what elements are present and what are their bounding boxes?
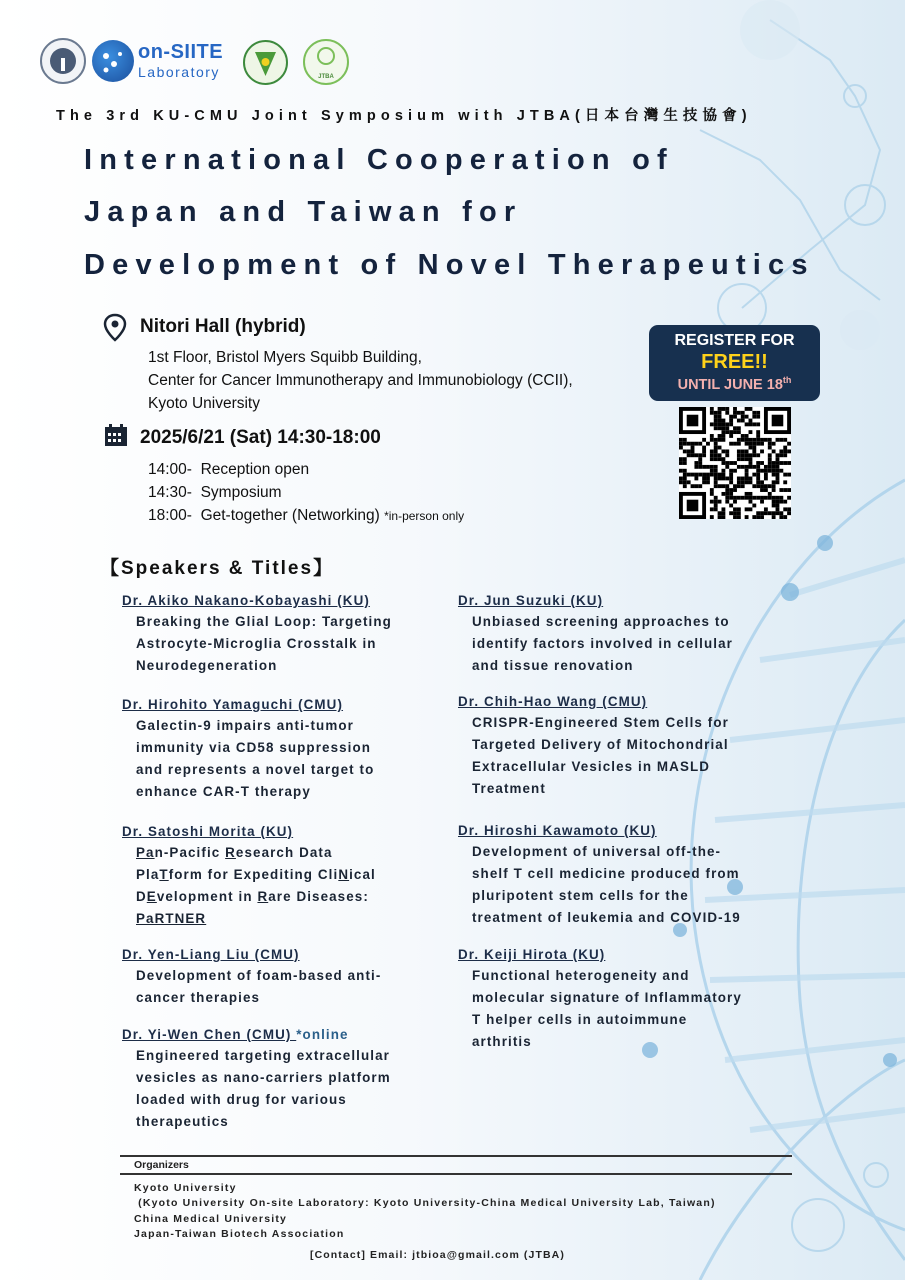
- register-line-1: REGISTER FOR: [674, 332, 795, 349]
- talk-title-line: Development of universal off-the-: [472, 844, 722, 859]
- address-line: Center for Cancer Immunotherapy and Immunobiology (CCII),: [148, 372, 573, 389]
- registration-qr-code[interactable]: [679, 407, 791, 519]
- title-segment: n-Pacific: [154, 845, 226, 860]
- talk-title-line: enhance CAR-T therapy: [136, 784, 311, 799]
- speaker-name-text: Dr. Hirohito Yamaguchi (CMU): [122, 697, 344, 712]
- schedule-note: *in-person only: [384, 509, 465, 523]
- talk-title-line: vesicles as nano-carriers platform: [136, 1070, 391, 1085]
- title-segment: esearch Data: [235, 845, 333, 860]
- talk-title-line: therapeutics: [136, 1114, 229, 1129]
- talk-title-line: cancer therapies: [136, 990, 261, 1005]
- speaker-name: [458, 694, 729, 709]
- talk-title-line: immunity via CD58 suppression: [136, 740, 372, 755]
- speaker-entry: [122, 697, 374, 803]
- venue-name: Nitori Hall (hybrid): [140, 316, 306, 337]
- talk-title-line: arthritis: [472, 1034, 532, 1049]
- talk-title: [136, 965, 381, 1009]
- talk-title: [136, 1045, 391, 1133]
- speaker-name: [122, 593, 392, 608]
- calendar-icon: [104, 424, 128, 447]
- talk-title-line: Unbiased screening approaches to: [472, 614, 730, 629]
- organizers-bottom-rule: [120, 1173, 792, 1175]
- speaker-name-text: Dr. Keiji Hirota (KU): [458, 947, 606, 962]
- talk-title-line: [136, 908, 376, 930]
- address-line: 1st Floor, Bristol Myers Squibb Building,: [148, 349, 422, 366]
- speaker-name-text: Dr. Yen-Liang Liu (CMU): [122, 947, 300, 962]
- talk-title-line: Galectin-9 impairs anti-tumor: [136, 718, 354, 733]
- organizer: China Medical University: [134, 1212, 288, 1225]
- talk-title-line: molecular signature of Inflammatory: [472, 990, 742, 1005]
- onsite-wordmark-bottom: Laboratory: [138, 64, 220, 80]
- schedule-time: 14:00-: [148, 461, 192, 478]
- register-deadline-sup: th: [782, 375, 792, 385]
- contact-email[interactable]: [Contact] Email: jtbioa@gmail.com (JTBA): [310, 1249, 565, 1261]
- schedule-label: Get-together (Networking): [200, 507, 380, 524]
- speaker-name: [458, 823, 741, 838]
- register-deadline: [649, 375, 820, 393]
- title-segment: Pa: [136, 845, 155, 860]
- talk-title-line: CRISPR-Engineered Stem Cells for: [472, 715, 729, 730]
- schedule-item: [148, 504, 464, 528]
- talk-title-line: and tissue renovation: [472, 658, 634, 673]
- talk-title-line: Targeted Delivery of Mitochondrial: [472, 737, 729, 752]
- register-deadline-text: UNTIL JUNE 18: [677, 376, 783, 393]
- talk-title-line: identify factors involved in cellular: [472, 636, 733, 651]
- talk-title: [136, 715, 374, 803]
- title-segment: ical: [349, 867, 376, 882]
- speaker-entry: [122, 824, 376, 930]
- talk-title: [472, 841, 741, 929]
- talk-title-line: Breaking the Glial Loop: Targeting: [136, 614, 392, 629]
- talk-title-line: and represents a novel target to: [136, 762, 375, 777]
- talk-title-line: Extracellular Vesicles in MASLD: [472, 759, 711, 774]
- organizers-top-rule: [120, 1155, 792, 1157]
- talk-title-line: Neurodegeneration: [136, 658, 278, 673]
- title-line-1: International Cooperation of: [84, 144, 674, 176]
- speaker-name-text: Dr. Satoshi Morita (KU): [122, 824, 294, 839]
- talk-title-line: Astrocyte-Microglia Crosstalk in: [136, 636, 377, 651]
- speaker-entry: [458, 593, 733, 677]
- schedule-item: [148, 458, 464, 481]
- schedule-time: 18:00-: [148, 507, 192, 524]
- talk-title-line: Treatment: [472, 781, 546, 796]
- organizer: Kyoto University: [134, 1182, 237, 1194]
- venue-address: [148, 346, 573, 415]
- register-banner[interactable]: [649, 325, 820, 401]
- title-segment: PaRTNER: [136, 911, 207, 926]
- event-date-time: 2025/6/21 (Sat) 14:30-18:00: [140, 427, 381, 448]
- talk-title-line: [136, 864, 376, 886]
- talk-title-line: Engineered targeting extracellular: [136, 1048, 390, 1063]
- location-pin-icon: [103, 313, 127, 343]
- talk-title: [136, 842, 376, 930]
- kyoto-university-logo: [40, 38, 86, 84]
- schedule-time: 14:30-: [148, 484, 192, 501]
- speaker-entry: [458, 947, 742, 1053]
- speaker-entry: [122, 1027, 391, 1133]
- title-segment: E: [146, 889, 157, 904]
- title-segment: Pla: [136, 867, 160, 882]
- organizer: Japan-Taiwan Biotech Association: [134, 1227, 345, 1240]
- talk-title: [136, 611, 392, 677]
- speaker-name-text: Dr. Hiroshi Kawamoto (KU): [458, 823, 657, 838]
- title-segment: R: [257, 889, 269, 904]
- speaker-name: [458, 947, 742, 962]
- speaker-name: [458, 593, 733, 608]
- onsite-laboratory-wordmark: [138, 42, 223, 79]
- speaker-name-text: Dr. Chih-Hao Wang (CMU): [458, 694, 648, 709]
- title-segment: T: [159, 867, 169, 882]
- organizers-heading: Organizers: [134, 1159, 189, 1171]
- talk-title: [472, 965, 742, 1053]
- organizer: (Kyoto University On-site Laboratory: Kyoto University-China Medical University Lab, Taiwan): [134, 1197, 716, 1210]
- title-segment: are Diseases:: [268, 889, 369, 904]
- online-note: *online: [296, 1027, 349, 1042]
- address-line: Kyoto University: [148, 395, 260, 412]
- speakers-heading: 【Speakers & Titles】: [100, 558, 335, 579]
- register-free: FREE!!: [701, 351, 768, 373]
- schedule-label: Reception open: [200, 461, 310, 478]
- china-medical-university-logo: [243, 40, 288, 85]
- talk-title: [472, 712, 729, 800]
- schedule-label: Symposium: [200, 484, 282, 501]
- speaker-name: [122, 947, 381, 962]
- speaker-name-text: Dr. Jun Suzuki (KU): [458, 593, 604, 608]
- talk-title-line: loaded with drug for various: [136, 1092, 347, 1107]
- title-line-3: Development of Novel Therapeutics: [84, 249, 815, 281]
- schedule-item: [148, 481, 464, 504]
- talk-title-line: pluripotent stem cells for the: [472, 888, 689, 903]
- talk-title-line: treatment of leukemia and COVID-19: [472, 910, 741, 925]
- title-segment: velopment in: [156, 889, 258, 904]
- speaker-entry: [458, 694, 729, 800]
- speaker-entry: [122, 593, 392, 677]
- talk-title-line: Functional heterogeneity and: [472, 968, 690, 983]
- title-segment: D: [136, 889, 147, 904]
- schedule: [148, 458, 464, 528]
- symposium-subtitle: The 3rd KU-CMU Joint Symposium with JTBA(日本台灣生技協會): [56, 108, 752, 124]
- talk-title-line: [136, 842, 376, 864]
- onsite-wordmark-top: on-SIITE: [138, 41, 224, 63]
- title-segment: N: [338, 867, 350, 882]
- speaker-entry: [458, 823, 741, 929]
- onsite-laboratory-logo-mark: [92, 40, 134, 82]
- organizers-list: [134, 1181, 716, 1242]
- speaker-name: [122, 1027, 391, 1042]
- talk-title-line: Development of foam-based anti-: [136, 968, 382, 983]
- speaker-entry: [122, 947, 381, 1009]
- talk-title-line: shelf T cell medicine produced from: [472, 866, 740, 881]
- jtba-logo: [303, 39, 349, 85]
- speaker-name: [122, 697, 374, 712]
- talk-title: [472, 611, 733, 677]
- talk-title-line: [136, 886, 376, 908]
- title-segment: form for Expediting Cli: [168, 867, 339, 882]
- jtba-logo-text: JTBA: [318, 74, 334, 80]
- speaker-name-text: Dr. Yi-Wen Chen (CMU): [122, 1027, 297, 1042]
- title-line-2: Japan and Taiwan for: [84, 196, 523, 228]
- speaker-name-text: Dr. Akiko Nakano-Kobayashi (KU): [122, 593, 370, 608]
- title-segment: R: [225, 845, 236, 860]
- talk-title-line: T helper cells in autoimmune: [472, 1012, 688, 1027]
- speaker-name: [122, 824, 376, 839]
